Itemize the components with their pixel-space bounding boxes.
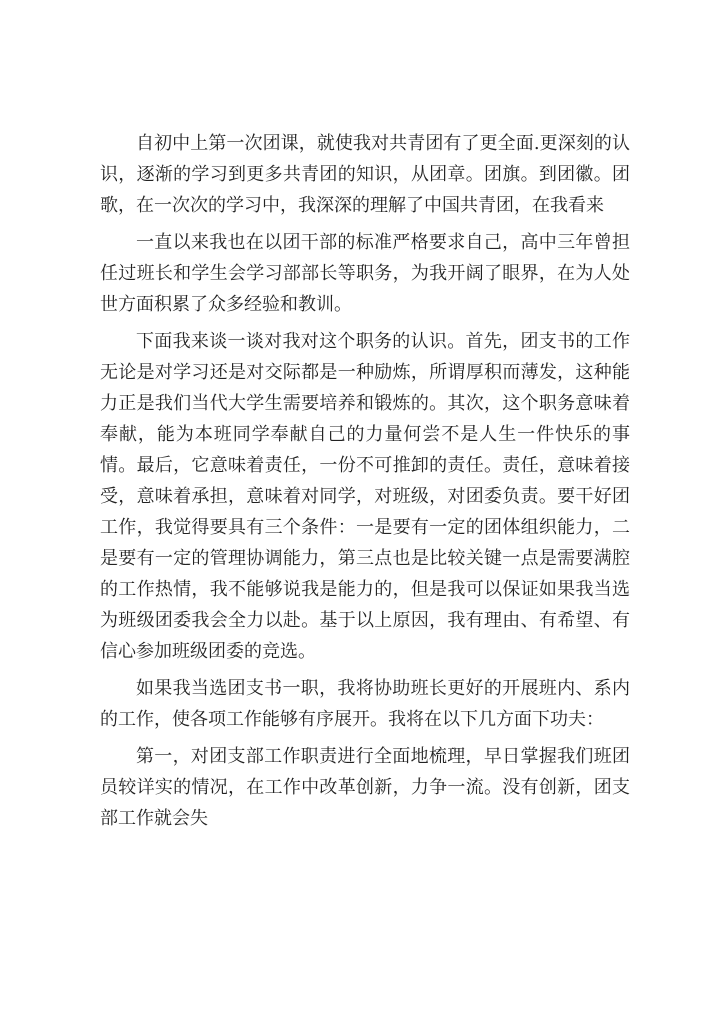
document-body (100, 128, 630, 834)
paragraph: 下面我来谈一谈对我对这个职务的认识。首先，团支书的工作无论是对学习还是对交际都是一种励炼，所谓厚积而薄发，这种能力正是我们当代大学生需要培养和锻炼的。其次，这个职务意味着奉献，能为本班同学奉献自己的力量何尝不是人生一件快乐的事情。最后，它意味着责任，一份不可推卸的责任。责任，意味着接受，意味着承担，意味着对同学，对班级，对团委负责。要干好团工作，我觉得要具有三个条件：一是要有一定的团体组织能力，二是要有一定的管理协调能力，第三点也是比较关键一点是需要满腔的工作热情，我不能够说我是能力的，但是我可以保证如果我当选为班级团委我会全力以赴。基于以上原因，我有理由、有希望、有信心参加班级团委的竞选。 (100, 331, 630, 662)
paragraph: 一直以来我也在以团干部的标准严格要求自己，高中三年曾担任过班长和学生会学习部部长等职务，为我开阔了眼界，在为人处世方面积累了众多经验和教训。 (100, 232, 630, 315)
paragraph: 自初中上第一次团课，就使我对共青团有了更全面.更深刻的认识，逐渐的学习到更多共青团的知识，从团章。团旗。到团徽。团歌，在一次次的学习中，我深深的理解了中国共青团，在我看来 (100, 133, 630, 216)
paragraph: 如果我当选团支书一职，我将协助班长更好的开展班内、系内的工作，使各项工作能够有序展开。我将在以下几方面下功夫： (100, 678, 630, 730)
paragraph: 第一，对团支部工作职责进行全面地梳理，早日掌握我们班团员较详实的情况，在工作中改革创新，力争一流。没有创新，团支部工作就会失 (100, 746, 630, 829)
